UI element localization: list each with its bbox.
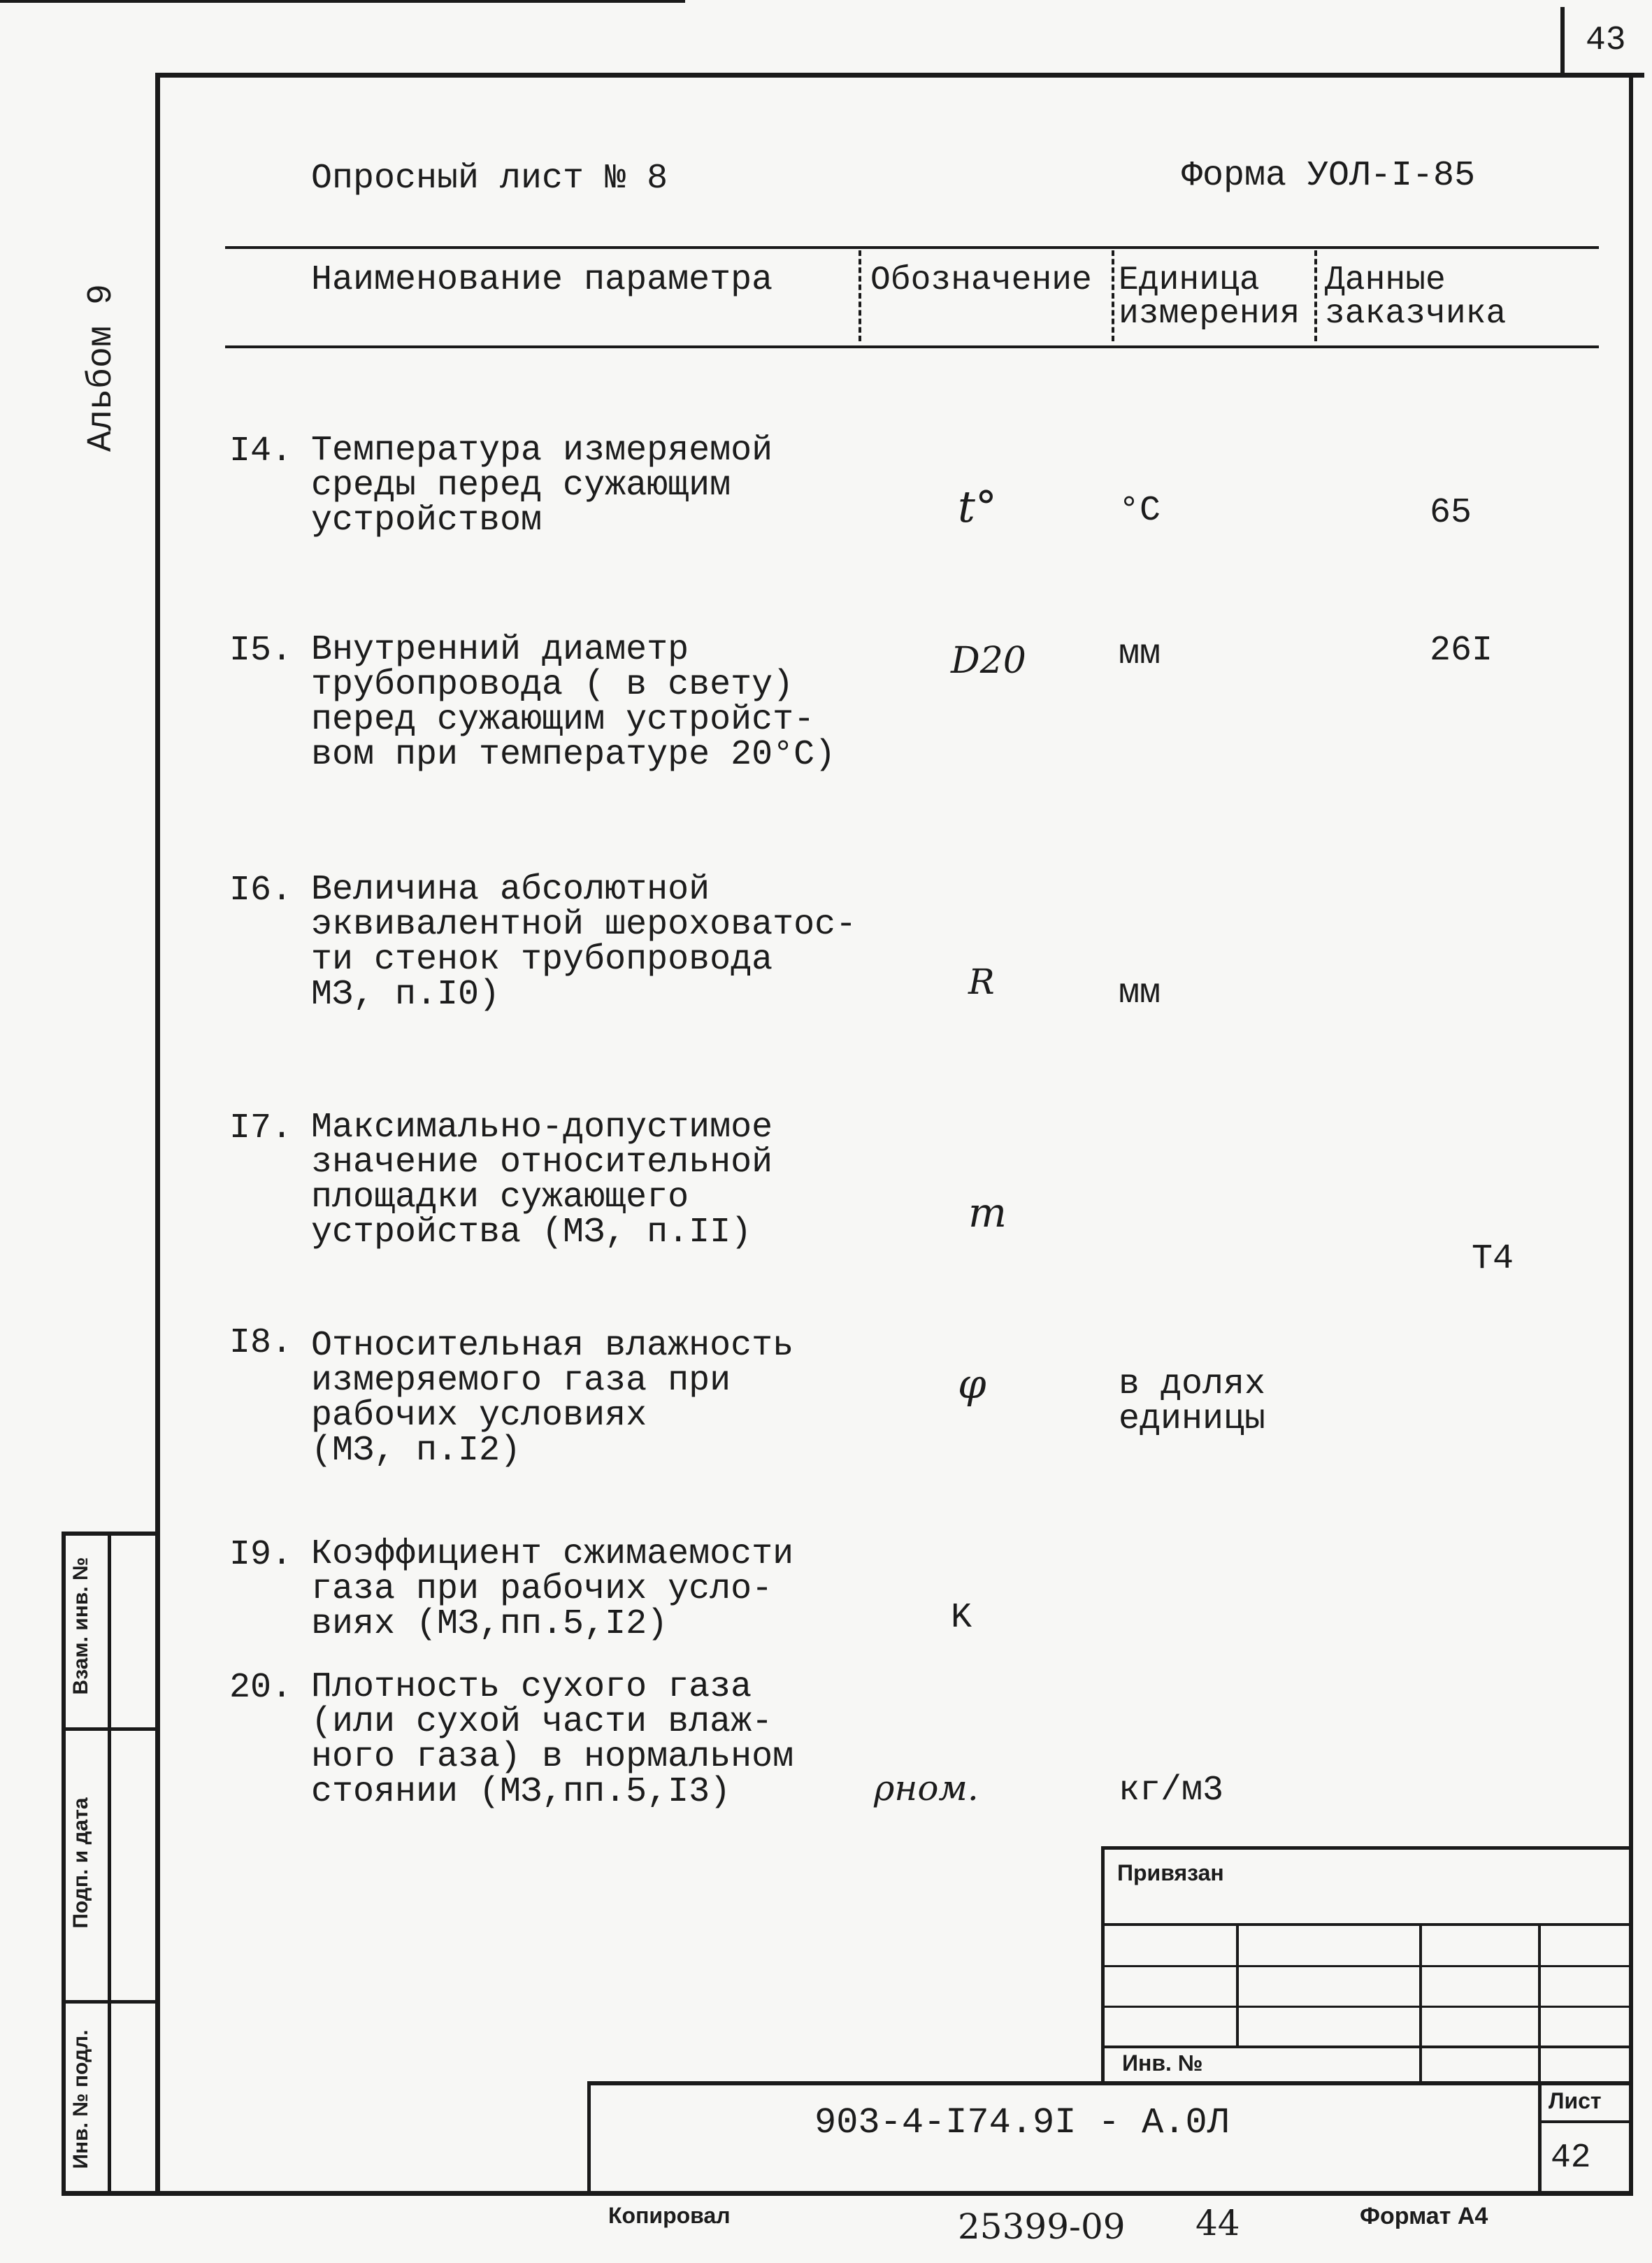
row-value: 26I	[1430, 631, 1493, 671]
frame-bottom	[62, 2191, 1633, 2196]
header-top-rule	[225, 246, 1599, 249]
privyazan-col-2	[1419, 1923, 1422, 2084]
row-text: Коэффициент сжимаемости газа при рабочих усло- виях (МЗ,пп.5,I2)	[311, 1534, 794, 1644]
stamp-inv-podl: Инв. № подл.	[69, 2029, 92, 2169]
form-code: Форма УОЛ-I-85	[1181, 156, 1476, 196]
stamp-vzam-inv: Взам. инв. №	[69, 1557, 92, 1695]
row-text: Величина абсолютной эквивалентной шероховатос- ти стенок трубопровода МЗ, п.I0)	[311, 870, 857, 1015]
header-sep-3	[1314, 250, 1317, 341]
sheet-number: 42	[1551, 2139, 1591, 2177]
inv-no-label: Инв. №	[1122, 2050, 1203, 2076]
row-unit: в долях единицы	[1119, 1364, 1266, 1439]
privyazan-row-4	[1101, 2046, 1632, 2048]
row-designation: m	[968, 1189, 1007, 1236]
row-designation: K	[951, 1598, 972, 1638]
footer-order-number: 25399-09	[958, 2206, 1126, 2247]
row-text: Температура измеряемой среды перед сужающим устройством	[311, 431, 773, 541]
frame-top	[155, 73, 1644, 78]
privyazan-row-1	[1101, 1923, 1632, 1926]
col-header-designation: Обозначение	[870, 262, 1092, 299]
row-text: Относительная влажность измеряемого газа при рабочих условиях (МЗ, п.I2)	[311, 1326, 794, 1471]
footer-format: Формат А4	[1360, 2203, 1488, 2229]
top-edge-line	[0, 0, 685, 3]
row-unit: мм	[1119, 634, 1161, 674]
privyazan-col-1	[1236, 1923, 1239, 2046]
row-value: Т4	[1472, 1239, 1514, 1279]
stamp-podp-data: Подп. и дата	[69, 1797, 92, 1929]
row-designation: φ	[958, 1360, 986, 1408]
page-number: 43	[1586, 22, 1626, 59]
header-sep-1	[859, 250, 861, 341]
header-bottom-rule	[225, 345, 1599, 348]
header-sep-2	[1112, 250, 1114, 341]
album-label: Альбом 9	[82, 283, 122, 452]
row-text: Плотность сухого газа (или сухой части влаж- ного газа) в нормальном стоянии (МЗ,пп.5,I3)	[311, 1667, 794, 1812]
privyazan-top	[1101, 1846, 1632, 1850]
row-num: I7.	[229, 1108, 293, 1148]
row-unit: кг/м3	[1119, 1771, 1224, 1811]
page-number-divider	[1560, 7, 1565, 73]
stamp-outer-left	[62, 1532, 66, 2196]
row-num: 20.	[229, 1668, 293, 1708]
row-num: I4.	[229, 431, 293, 471]
row-designation: ρном.	[874, 1768, 979, 1808]
sheet-cell-left	[1538, 2081, 1542, 2193]
code-block-top	[587, 2081, 1632, 2085]
code-block-left	[587, 2081, 591, 2193]
col-header-customer-2: заказчика	[1325, 295, 1507, 333]
privyazan-label: Привязан	[1117, 1860, 1224, 1885]
privyazan-row-3	[1101, 2006, 1632, 2008]
row-designation: R	[968, 962, 995, 1002]
sheet-cell-divider	[1538, 2120, 1632, 2123]
frame-left	[155, 73, 160, 2195]
row-value: 65	[1430, 493, 1472, 533]
col-header-unit-1: Единица	[1119, 262, 1260, 299]
row-unit: °C	[1119, 491, 1161, 531]
col-header-customer-1: Данные	[1325, 262, 1446, 299]
row-num: I6.	[229, 871, 293, 911]
row-num: I5.	[229, 631, 293, 671]
row-num: I9.	[229, 1535, 293, 1575]
row-num: I8.	[229, 1323, 293, 1363]
stamp-divider-1	[62, 1727, 159, 1731]
stamp-divider-2	[62, 2000, 159, 2004]
row-designation: t°	[958, 481, 997, 532]
privyazan-row-2	[1101, 1965, 1632, 1967]
doc-code: 903-4-I74.9I - А.0Л	[814, 2102, 1229, 2143]
frame-right	[1629, 73, 1633, 2195]
sheet-label: Лист	[1549, 2088, 1602, 2113]
col-header-name: Наименование параметра	[311, 260, 773, 300]
privyazan-col-3	[1538, 1923, 1541, 2084]
stamp-inner-left	[108, 1532, 111, 2196]
sheet-title: Опросный лист № 8	[311, 159, 668, 199]
row-text: Максимально-допустимое значение относительной площадки сужающего устройства (МЗ, п.II)	[311, 1108, 773, 1252]
row-designation: D20	[951, 640, 1026, 682]
col-header-unit-2: измерения	[1119, 295, 1300, 333]
row-unit: мм	[1119, 973, 1161, 1013]
row-text: Внутренний диаметр трубопровода ( в свету) перед сужающим устройст- вом при температуре 20°С)	[311, 630, 836, 775]
footer-handwritten: 44	[1195, 2203, 1240, 2243]
footer-copied: Копировал	[608, 2203, 731, 2228]
